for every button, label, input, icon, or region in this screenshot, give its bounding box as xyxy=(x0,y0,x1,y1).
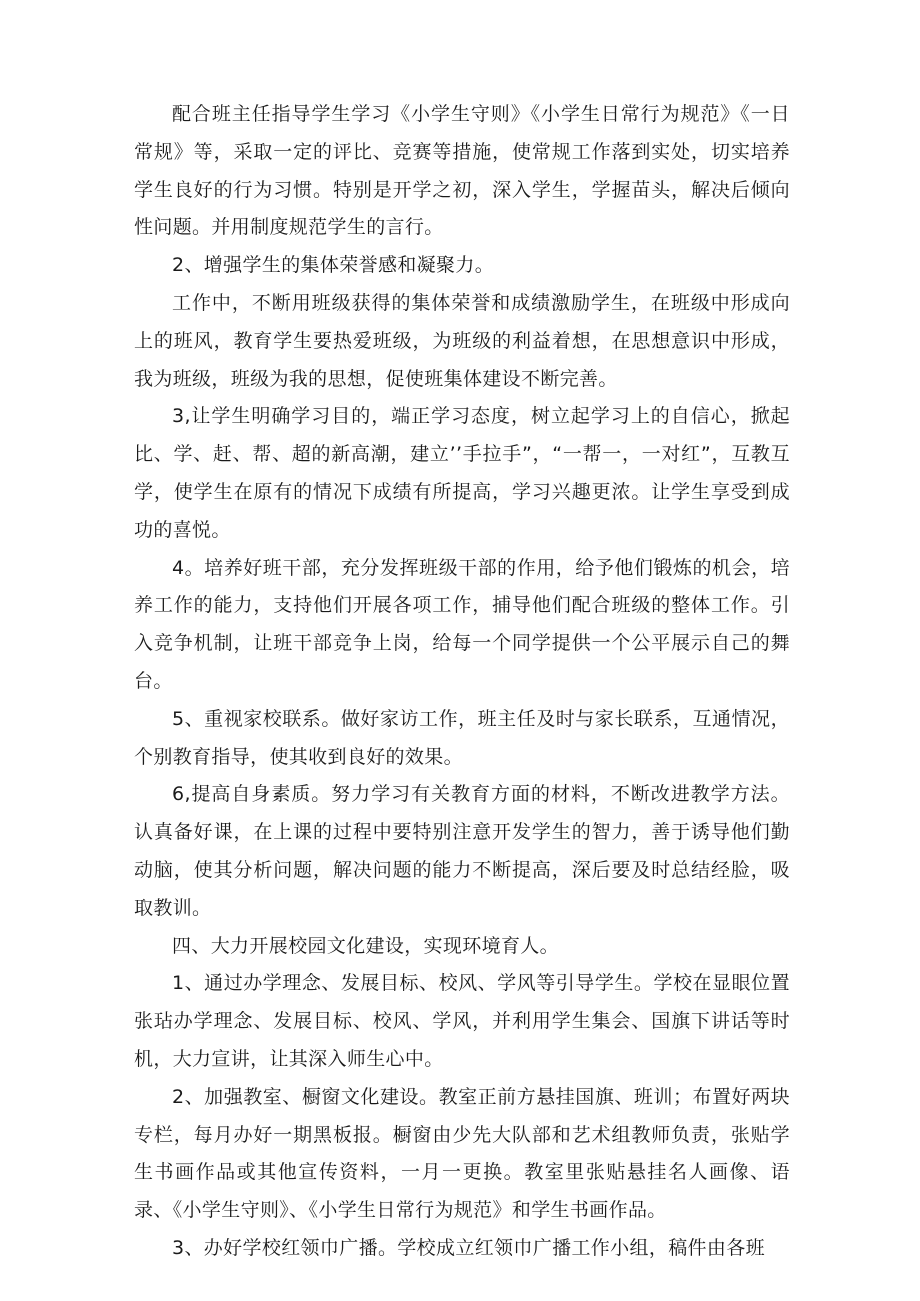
paragraph-item-6: 6,提高自身素质。努力学习有关教育方面的材料，不断改进教学方法。认真备好课，在上课的过程中要特别注意开发学生的智力，善于诱导他们勤动脑，使其分析问题，解决问题的能力不断提高，深后要及时总结经脸，吸取教训。 xyxy=(134,783,790,919)
paragraph-section4-item-2: 2、加强教室、橱窗文化建设。教室正前方悬挂国旗、班训；布置好两块专栏，每月办好一期黑板报。橱窗由少先大队部和艺术组教师负责，张贴学生书画作品或其他宣传资料，一月一更换。教室里张贴悬挂名人画像、语录、《小学生守则》、《小学生日常行为规范》和学生书画作品。 xyxy=(134,1085,790,1222)
section-heading-four: 四、大力开展校园文化建设，实现环境育人。 xyxy=(172,934,560,957)
paragraph-item-5: 5、重视家校联系。做好家访工作，班主任及时与家长联系，互通情况，个别教育指导，使其收到良好的效果。 xyxy=(134,707,790,768)
paragraph-item-2-heading: 2、增强学生的集体荣誉感和凝聚力。 xyxy=(172,254,495,277)
paragraph-section4-item-3: 3、办好学校红领巾广播。学校成立红领巾广播工作小组，稿件由各班 xyxy=(172,1236,765,1259)
paragraph-guidance: 配合班主任指导学生学习《小学生守则》《小学生日常行为规范》《一日常规》等，采取一定的评比、竞赛等措施，使常规工作落到实处，切实培养学生良好的行为习惯。特别是开学之初，深入学生，学握苗头，解决后倾向性问题。并用制度规范学生的言行。 xyxy=(134,103,790,239)
paragraph-item-4: 4。培养好班干部，充分发挥班级干部的作用，给予他们锻炼的机会，培养工作的能力，支持他们开展各项工作，捕导他们配合班级的整体工作。引入竞争机制，让班干部竞争上岗，给每一个同学提供一个公平展示自己的舞台。 xyxy=(134,556,790,692)
document-body xyxy=(134,96,790,1268)
paragraph-item-3: 3,让学生明确学习目的，端正学习态度，树立起学习上的自信心，掀起比、学、赶、帮、超的新高潮，建立’’手拉手”，“一帮一，一对红”，互教互学，使学生在原有的情况下成绩有所提高，学习兴趣更浓。让学生享受到成功的喜悦。 xyxy=(134,405,790,541)
paragraph-collective-honor: 工作中，不断用班级获得的集体荣誉和成绩激励学生，在班级中形成向上的班风，教育学生要热爱班级，为班级的利益着想，在思想意识中形成，我为班级，班级为我的思想，促使班集体建设不断完善。 xyxy=(134,291,790,390)
paragraph-section4-item-1: 1、通过办学理念、发展目标、校风、学风等引导学生。学校在显眼位置张玷办学理念、发展目标、校风、学风，并利用学生集会、国旗下讲话等时机，大力宣讲，让其深入师生心中。 xyxy=(134,972,790,1070)
